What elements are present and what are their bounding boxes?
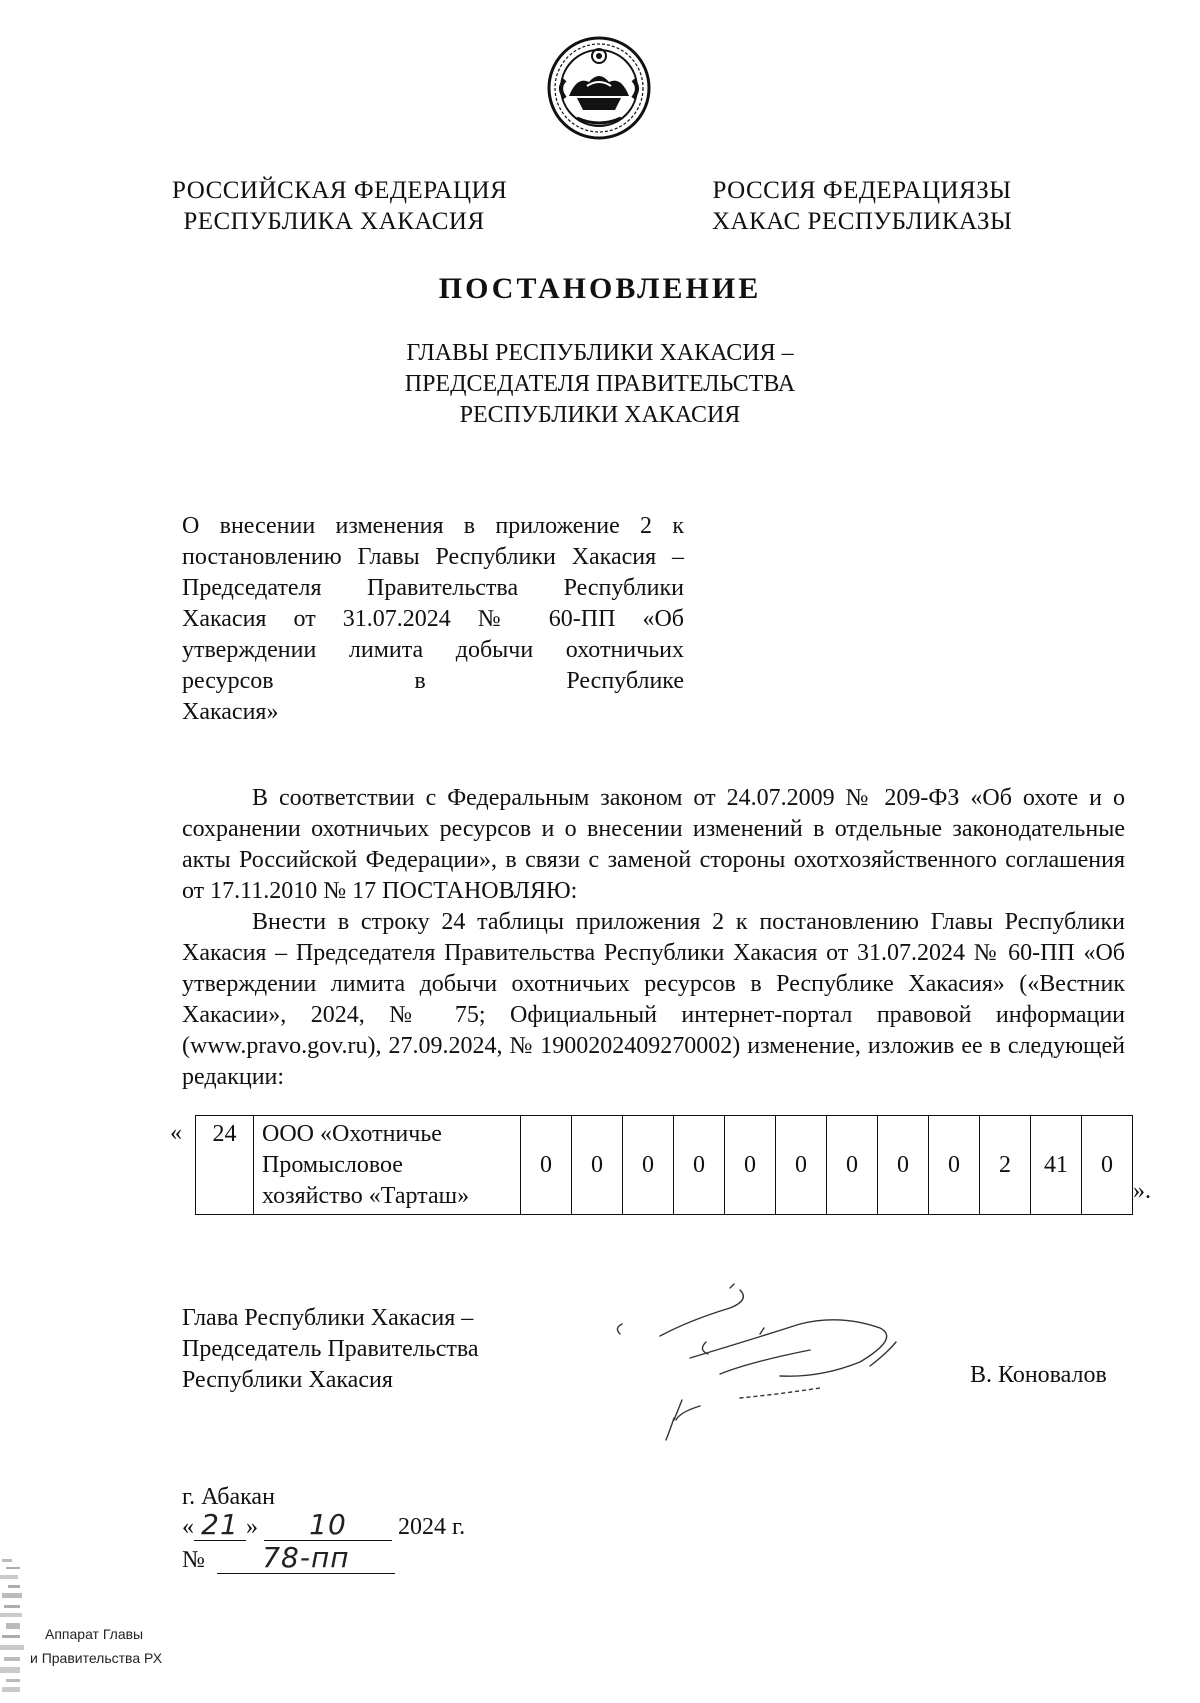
body-paragraph-2: Внести в строку 24 таблицы приложения 2 к постановлению Главы Республики Хакасия – Председателя Правительства Республики Хакасия от 31.07.2024 № 60-ПП «Об утверждении лимита добычи охотничьих ресурсов в Республике Хакасия» («Вестник Хакасии», 2024, № 75; Официальный интернет-портал правовой информации (www.pravo.gov.ru), 27.09.2024, № 1900202409270002) изменение, изложив ее в следующей редакции: xyxy=(182,909,1125,1090)
value-cell-7: 0 xyxy=(827,1116,878,1215)
org-name-line1: ООО «Охотничье xyxy=(262,1121,442,1147)
position-line2: Председатель Правительства xyxy=(182,1336,479,1362)
date-open-quote: « xyxy=(182,1514,194,1540)
organization-name-cell xyxy=(254,1116,521,1215)
header-left-russian xyxy=(172,175,508,237)
stamp-line2: и Правительства РХ xyxy=(30,1650,163,1666)
issue-place: г. Абакан xyxy=(182,1484,275,1510)
date-close-quote: » xyxy=(246,1514,258,1540)
subtitle-line1: ГЛАВЫ РЕСПУБЛИКИ ХАКАСИЯ – xyxy=(406,340,794,366)
value-cell-3: 0 xyxy=(623,1116,674,1215)
receipt-stamp xyxy=(0,1555,170,1698)
position-line1: Глава Республики Хакасия – xyxy=(182,1305,474,1331)
document-title: ПОСТАНОВЛЕНИЕ xyxy=(438,272,762,305)
subject-last-line: Хакасия» xyxy=(182,699,279,725)
document-subtitle xyxy=(0,338,1200,431)
value-cell-8: 0 xyxy=(878,1116,929,1215)
header-right-khakas xyxy=(712,175,1012,237)
header-right-line2: ХАКАС РЕСПУБЛИКАЗЫ xyxy=(712,208,1013,235)
coat-of-arms-emblem xyxy=(547,36,651,140)
value-cell-1: 0 xyxy=(521,1116,572,1215)
table-row xyxy=(196,1116,1133,1215)
position-line3: Республики Хакасия xyxy=(182,1367,393,1393)
issue-number: 78-пп xyxy=(217,1543,395,1574)
issue-number-line xyxy=(182,1543,395,1574)
issue-date xyxy=(182,1510,465,1544)
issue-month: 10 xyxy=(264,1510,392,1541)
document-subject xyxy=(182,511,684,728)
subject-text: О внесении изменения в приложение 2 к постановлению Главы Республики Хакасия – Председателя Правительства Республики Хакасия от 31.07.2024 № 60-ПП «Об утверждении лимита добычи охотничьих ресурсов в Республике xyxy=(182,513,684,694)
header-left-line1: РОССИЙСКАЯ ФЕДЕРАЦИЯ xyxy=(172,177,508,204)
header-left-line2: РЕСПУБЛИКА ХАКАСИЯ xyxy=(183,208,485,235)
value-cell-11: 41 xyxy=(1031,1116,1082,1215)
subtitle-line2: ПРЕДСЕДАТЕЛЯ ПРАВИТЕЛЬСТВА xyxy=(404,371,796,397)
handwritten-signature xyxy=(600,1270,920,1445)
signatory-name: В. Коновалов xyxy=(970,1362,1107,1388)
row-number-cell: 24 xyxy=(196,1116,254,1215)
subtitle-line3: РЕСПУБЛИКИ ХАКАСИЯ xyxy=(459,402,741,428)
header-right-line1: РОССИЯ ФЕДЕРАЦИЯЗЫ xyxy=(712,177,1012,204)
issue-day: 21 xyxy=(194,1510,246,1541)
issue-year: 2024 г. xyxy=(398,1514,466,1540)
document-body xyxy=(182,783,1125,1093)
value-cell-12: 0 xyxy=(1082,1116,1133,1215)
value-cell-6: 0 xyxy=(776,1116,827,1215)
stamp-noise-graphic xyxy=(0,1555,44,1698)
amendment-table xyxy=(195,1115,1133,1215)
org-name-line3: хозяйство «Тарташ» xyxy=(262,1183,470,1209)
value-cell-4: 0 xyxy=(674,1116,725,1215)
value-cell-9: 0 xyxy=(929,1116,980,1215)
value-cell-10: 2 xyxy=(980,1116,1031,1215)
body-paragraph-1: В соответствии с Федеральным законом от 24.07.2009 № 209-ФЗ «Об охоте и о сохранении охотничьих ресурсов и о внесении изменений в отдельные законодательные акты Российской Федерации», в связи с заменой стороны охотхозяйственного соглашения от 17.11.2010 № 17 ПОСТАНОВЛЯЮ: xyxy=(182,785,1125,904)
signatory-position xyxy=(182,1303,479,1396)
org-name-line2: Промысловое xyxy=(262,1152,403,1178)
table-close-quote: ». xyxy=(1133,1178,1151,1204)
stamp-line1: Аппарат Главы xyxy=(45,1626,144,1642)
value-cell-5: 0 xyxy=(725,1116,776,1215)
table-open-quote: « xyxy=(170,1120,182,1146)
value-cell-2: 0 xyxy=(572,1116,623,1215)
number-label: № xyxy=(182,1547,205,1573)
